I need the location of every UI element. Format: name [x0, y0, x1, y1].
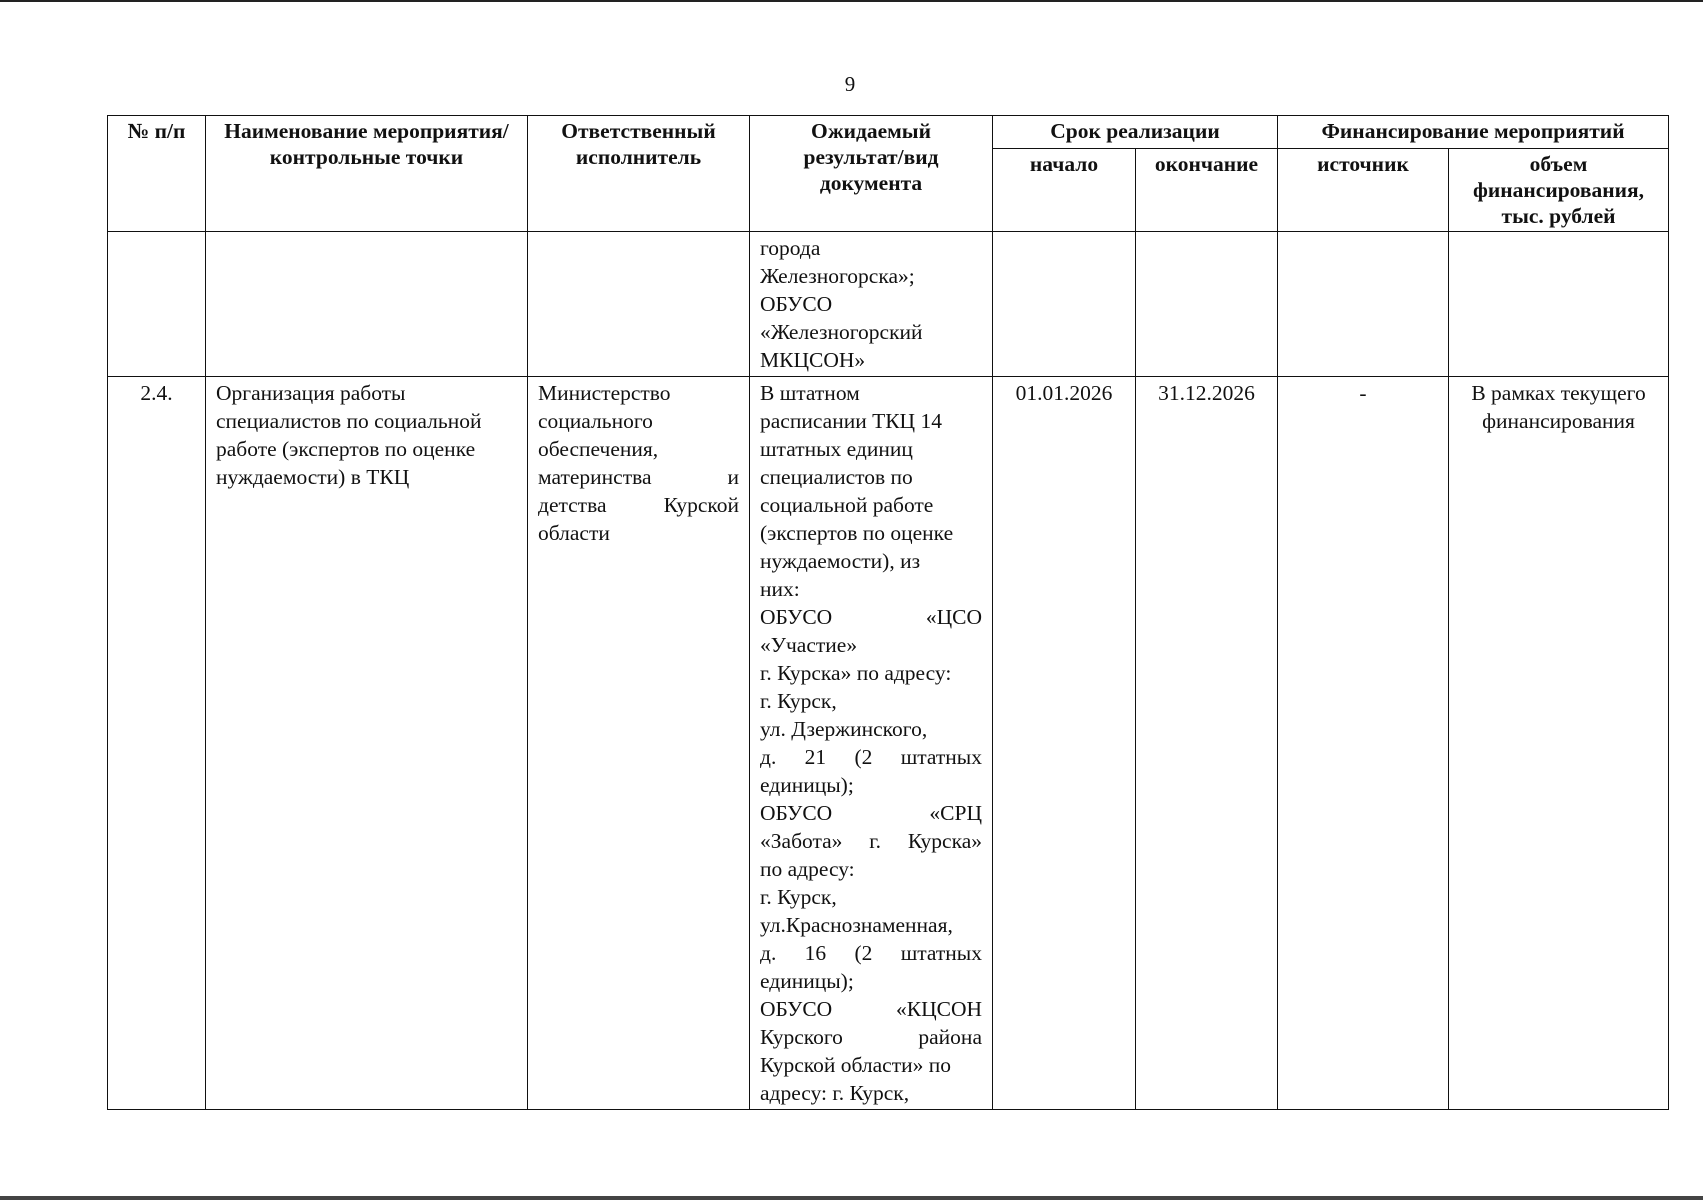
result-line: «Забота» г. Курска» [760, 829, 982, 853]
cell-num: 2.4. [108, 377, 206, 1110]
cell-source: - [1278, 377, 1449, 1110]
table-header-row [108, 116, 1669, 149]
result-line: Курской области» по [760, 1053, 952, 1077]
result-line: «Железногорский [760, 320, 923, 344]
result-line: г. Курск, [760, 689, 837, 713]
result-line: Железногорска»; [760, 264, 915, 288]
result-line: специалистов по [760, 465, 913, 489]
cell-volume: В рамках текущего финансирования [1449, 377, 1669, 1110]
header-financing: Финансирование мероприятий [1278, 116, 1669, 149]
cell-end: 31.12.2026 [1136, 377, 1278, 1110]
table-row-continuation [108, 232, 1669, 377]
header-term-end: окончание [1136, 149, 1278, 232]
result-line: МКЦСОН» [760, 348, 866, 372]
result-line: г. Курск, [760, 885, 837, 909]
result-line: В штатном [760, 381, 860, 405]
result-line: по адресу: [760, 857, 855, 881]
cell-source [1278, 232, 1449, 377]
header-volume: объем финансирования, тыс. рублей [1449, 149, 1669, 232]
result-line: города [760, 236, 821, 260]
cell-start [993, 232, 1136, 377]
cell-responsible: Министерство социального обеспечения, материнства и детства Курской области [528, 377, 750, 1110]
header-result: Ожидаемый результат/вид документа [750, 116, 993, 232]
result-line: «Участие» [760, 633, 858, 657]
header-term-start: начало [993, 149, 1136, 232]
result-line: (экспертов по оценке [760, 521, 954, 545]
result-line: единицы); [760, 969, 854, 993]
result-line: д. 16 (2 штатных [760, 941, 982, 965]
result-line: них: [760, 577, 800, 601]
header-source: источник [1278, 149, 1449, 232]
result-line: нуждаемости), из [760, 549, 921, 573]
header-num: № п/п [108, 116, 206, 232]
result-line: д. 21 (2 штатных [760, 745, 982, 769]
cell-volume [1449, 232, 1669, 377]
result-line: расписании ТКЦ 14 [760, 409, 942, 433]
header-term: Срок реализации [993, 116, 1278, 149]
cell-end [1136, 232, 1278, 377]
result-line: ул. Дзержинского, [760, 717, 928, 741]
result-line: ОБУСО [760, 292, 833, 316]
cell-result [750, 232, 993, 377]
result-line: ОБУСО «КЦСОН [760, 997, 982, 1021]
scan-border-bottom [0, 1196, 1703, 1200]
page-number: 9 [844, 72, 856, 96]
header-responsible: Ответственный исполнитель [528, 116, 750, 232]
scan-border-top [0, 0, 1703, 2]
cell-num [108, 232, 206, 377]
header-name: Наименование мероприятия/контрольные точки [206, 116, 528, 232]
cell-result [750, 377, 993, 1110]
result-line: Курского района [760, 1025, 982, 1049]
result-line: ОБУСО «СРЦ [760, 801, 982, 825]
cell-responsible [528, 232, 750, 377]
result-line: г. Курска» по адресу: [760, 661, 952, 685]
action-plan-table [107, 115, 1669, 1110]
cell-start: 01.01.2026 [993, 377, 1136, 1110]
result-line: адресу: г. Курск, [760, 1081, 910, 1105]
result-line: единицы); [760, 773, 854, 797]
result-line: ул.Краснознаменная, [760, 913, 953, 937]
table-row-2-4 [108, 377, 1669, 1110]
result-line: штатных единиц [760, 437, 913, 461]
result-line: социальной работе [760, 493, 934, 517]
cell-name: Организация работы специалистов по социальной работе (экспертов по оценке нуждаемости) в ТКЦ [206, 377, 528, 1110]
result-line: ОБУСО «ЦСО [760, 605, 982, 629]
cell-name [206, 232, 528, 377]
